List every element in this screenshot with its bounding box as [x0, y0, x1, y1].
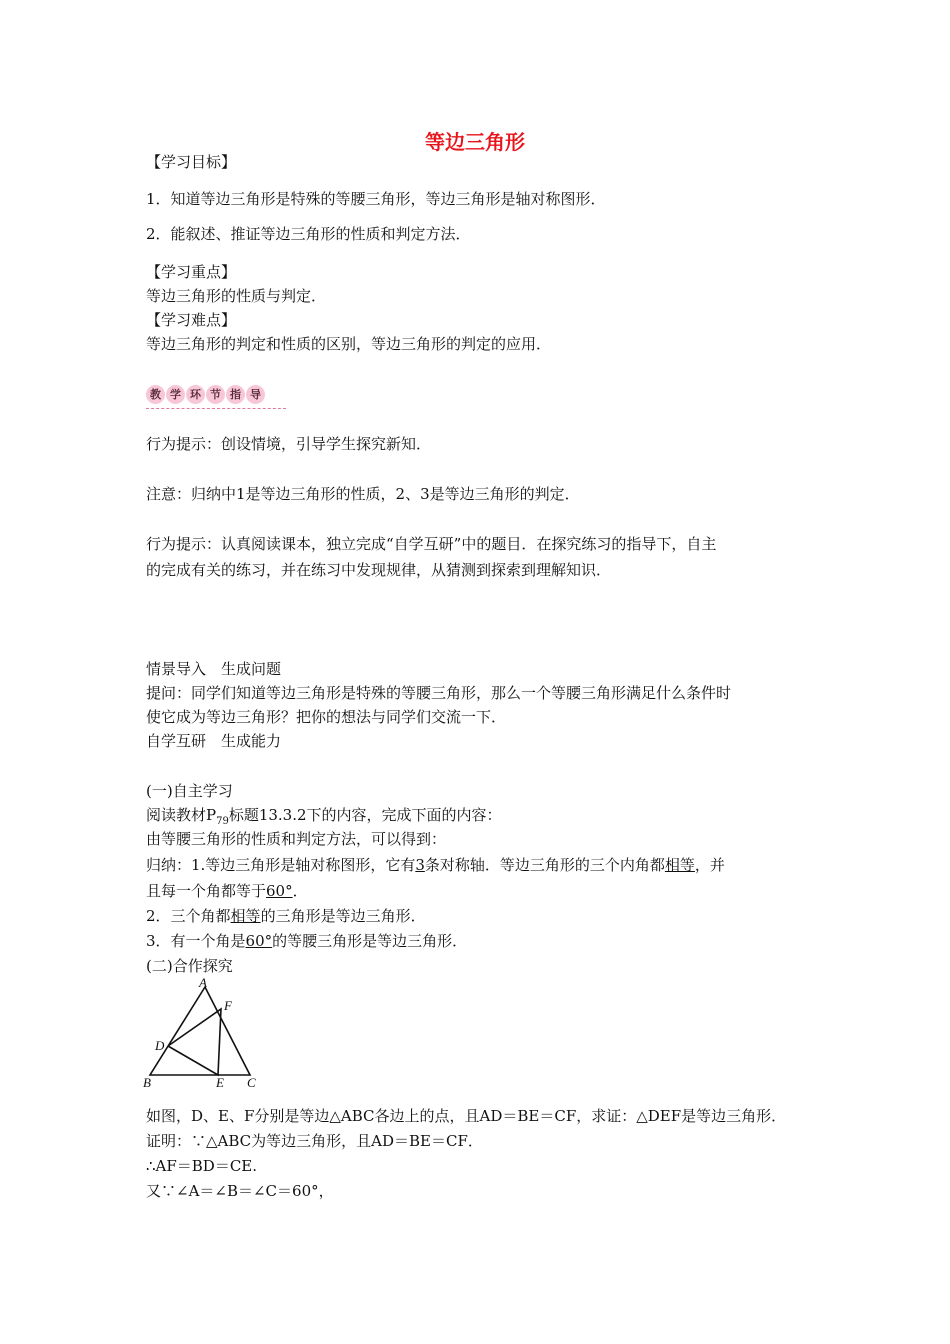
objective-item-2: 2．能叙述、推证等边三角形的性质和判定方法． [146, 225, 471, 243]
guide-note: 注意：归纳中1是等边三角形的性质，2、3是等边三角形的判定． [146, 485, 580, 503]
objectives-heading: 【学习目标】 [146, 153, 237, 171]
problem-statement: 如图，D、E、F分别是等边△ABC各边上的点，且AD＝BE＝CF，求证：△DEF是等边三角形． [146, 1107, 787, 1125]
guide-tip-1: 行为提示：创设情境，引导学生探究新知． [146, 435, 432, 453]
property-2: 2．三个角都相等的三角形是等边三角形． [146, 907, 426, 925]
answer-blank: 相等 [230, 907, 261, 925]
difficulties-text: 等边三角形的判定和性质的区别，等边三角形的判定的应用． [146, 335, 552, 353]
objective-item-1: 1．知道等边三角形是特殊的等腰三角形，等边三角形是轴对称图形． [146, 190, 606, 208]
summary-line-1: 归纳：1.等边三角形是轴对称图形，它有3条对称轴．等边三角形的三个内角都相等，并 [146, 856, 725, 874]
label-b: B [143, 1075, 151, 1090]
guide-tip-2-line-2: 的完成有关的练习，并在练习中发现规律，从猜测到探索到理解知识． [146, 561, 612, 579]
difficulties-heading: 【学习难点】 [146, 311, 237, 329]
page-title: 等边三角形 [425, 130, 525, 154]
teaching-guide-banner [146, 384, 286, 409]
self-study-heading: (一)自主学习 [146, 782, 233, 800]
key-points-text: 等边三角形的性质与判定． [146, 287, 327, 305]
triangle-figure [140, 975, 270, 1095]
banner-char: 导 [246, 385, 265, 404]
intro-question-line-2: 使它成为等边三角形？把你的想法与同学们交流一下． [146, 708, 507, 726]
banner-char: 指 [226, 385, 245, 404]
summary-line-2: 且每一个角都等于60°． [146, 882, 308, 900]
derive-text: 由等腰三角形的性质和判定方法，可以得到： [146, 830, 447, 848]
label-f: F [224, 998, 232, 1013]
label-a: A [199, 975, 207, 990]
answer-blank: 60° [245, 932, 273, 950]
label-c: C [247, 1075, 256, 1090]
label-d: D [155, 1038, 165, 1053]
answer-blank: 3 [415, 856, 425, 874]
banner-char: 节 [206, 385, 225, 404]
inner-triangle-def [168, 1009, 221, 1075]
proof-line-1: 证明：∵△ABC为等边三角形，且AD＝BE＝CF． [146, 1132, 483, 1150]
proof-line-2: ∴AF＝BD＝CE. [146, 1157, 258, 1175]
self-research-heading: 自学互研 生成能力 [146, 732, 282, 750]
answer-blank: 60° [266, 882, 293, 900]
reading-instruction: 阅读教材$P_{79}$标题13.3.2下的内容，完成下面的内容： [146, 806, 502, 827]
intro-question-line-1: 提问：同学们知道等边三角形是特殊的等腰三角形，那么一个等腰三角形满足什么条件时 [146, 684, 732, 702]
intro-heading: 情景导入 生成问题 [146, 660, 282, 678]
answer-blank: 相等 [664, 856, 695, 874]
banner-char: 环 [186, 385, 205, 404]
label-e: E [216, 1075, 224, 1090]
proof-line-3: 又∵∠A＝∠B＝∠C＝60°， [146, 1182, 334, 1200]
property-3: 3．有一个角是60°的等腰三角形是等边三角形． [146, 932, 468, 950]
outer-triangle-abc [150, 987, 250, 1075]
key-points-heading: 【学习重点】 [146, 263, 237, 281]
guide-tip-2-line-1: 行为提示：认真阅读课本，独立完成“自学互研”中的题目．在探究练习的指导下，自主 [146, 535, 717, 553]
banner-char: 学 [166, 385, 185, 404]
banner-char: 教 [146, 385, 165, 404]
cooperation-heading: (二)合作探究 [146, 957, 233, 975]
